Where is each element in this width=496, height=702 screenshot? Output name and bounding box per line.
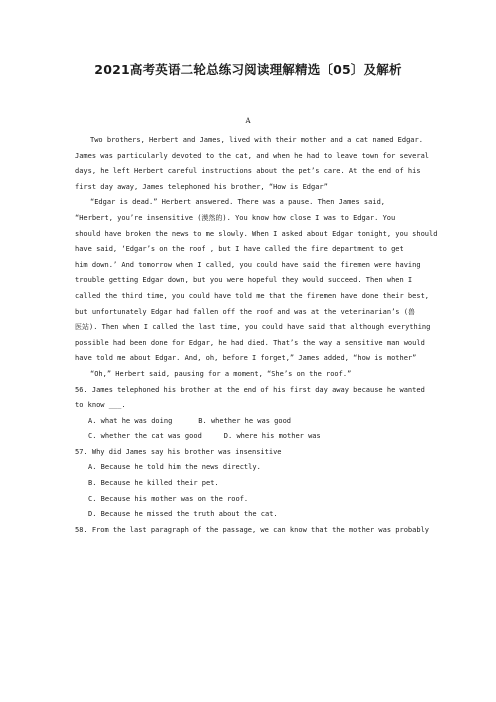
passage-line: James was particularly devoted to the cat, and when he had to leave town for several (75, 151, 430, 160)
question-56-stem: 56. James telephoned his brother at the end of his first day away because he wanted (75, 385, 425, 394)
passage-body (75, 133, 438, 538)
question-58-stem: 58. From the last paragraph of the passage, we can know that the mother was probably (75, 525, 430, 534)
passage-line: have said, ‘Edgar’s on the roof , but I have called the fire department to get (75, 245, 404, 254)
passage-line: “Oh,” Herbert said, pausing for a moment, “She’s on the roof.” (90, 369, 352, 378)
option-d: D. Because he missed the truth about the cat. (88, 510, 278, 519)
option-b: B. whether he was good (198, 416, 292, 425)
passage-line: should have broken the news to me slowly. When I asked about Edgar tonight, you should (75, 229, 438, 238)
passage-line: have told me about Edgar. And, oh, before I forget,” James added, “how is mother” (75, 354, 417, 363)
passage-line: him down.’ And tomorrow when I called, you could have said the firemen were having (75, 260, 421, 269)
passage-line: possible had been done for Edgar, he had died. That’s the way a sensitive man would (75, 338, 425, 347)
passage-line: called the third time, you could have told me that the firemen have done their best, (75, 291, 430, 300)
section-label: A (245, 117, 251, 125)
passage-line: first day away, James telephoned his brother, “How is Edgar” (75, 182, 328, 191)
passage-line: but unfortunately Edgar had fallen off the roof and was at the veterinarian’s (兽 (75, 307, 415, 316)
passage-line: trouble getting Edgar down, but you were hopeful they would succeed. Then when I (75, 276, 413, 285)
option-a: A. what he was doing (88, 416, 173, 425)
option-a: A. Because he told him the news directly. (88, 463, 261, 472)
passage-line: days, he left Herbert careful instructions about the pet’s care. At the end of his (75, 167, 421, 176)
question-57-stem: 57. Why did James say his brother was insensitive (75, 447, 282, 456)
option-b: B. Because he killed their pet. (88, 479, 219, 488)
passage-line: “Edgar is dead.” Herbert answered. There was a pause. Then James said, (90, 198, 386, 207)
document-title: 2021高考英语二轮总练习阅读理解精选〔05〕及解析 (94, 62, 402, 77)
question-56-options-row-1 (75, 414, 421, 430)
option-d: D. where his mother was (223, 432, 321, 441)
passage-line: Two brothers, Herbert and James, lived with their mother and a cat named Edgar. (90, 136, 423, 144)
option-c: C. Because his mother was on the roof. (88, 494, 249, 503)
passage-line: “Herbert, you’re insensitive (漠然的). You know how close I was to Edgar. You (75, 213, 396, 222)
passage-line: 医站). Then when I called the last time, you could have said that although everything (75, 323, 431, 332)
option-c: C. whether the cat was good (88, 432, 202, 441)
question-56-stem-cont: to know ___. (75, 401, 126, 410)
question-56-options-row-2 (75, 429, 421, 445)
